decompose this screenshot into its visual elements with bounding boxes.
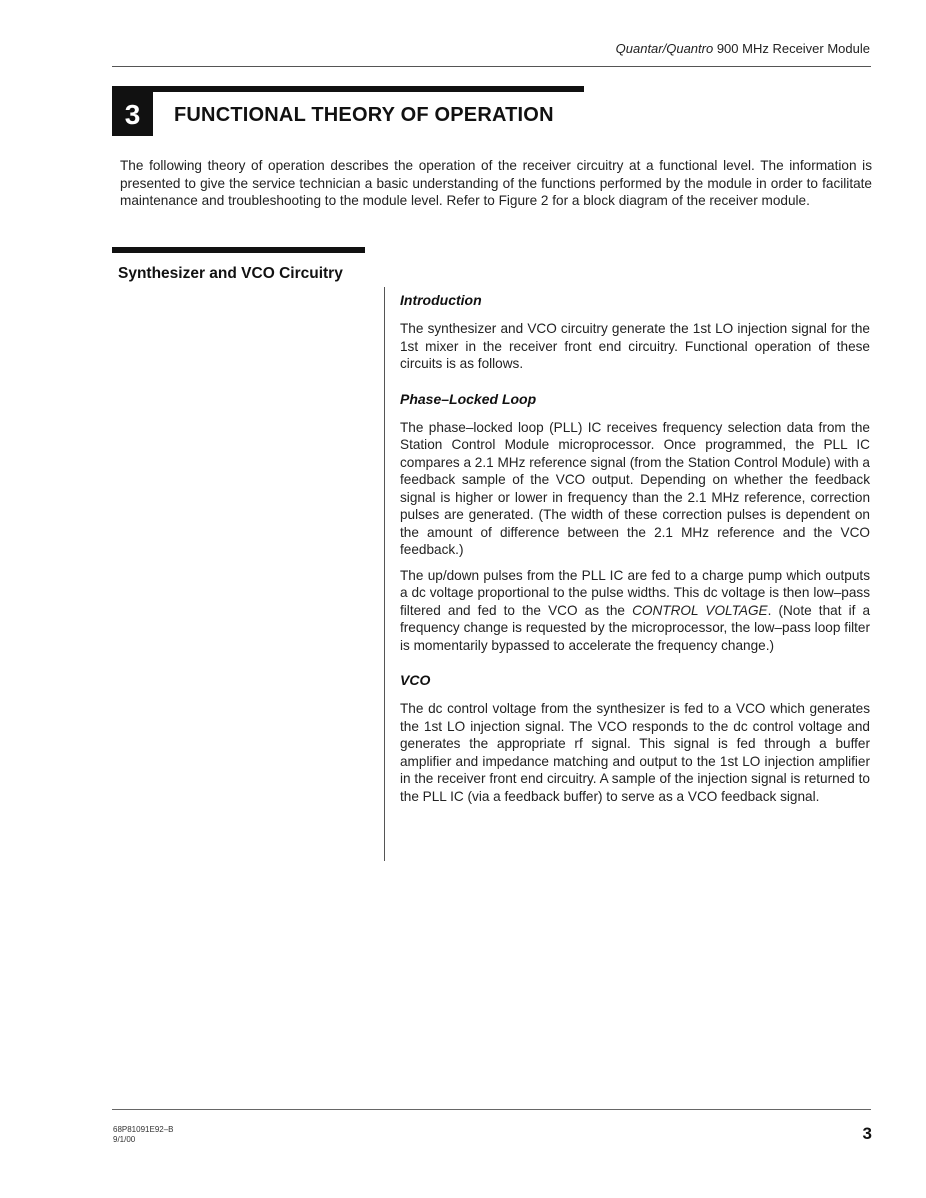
chapter-bar bbox=[112, 86, 584, 92]
running-header bbox=[616, 41, 870, 56]
footer-divider bbox=[112, 1109, 871, 1110]
vco-heading: VCO bbox=[400, 672, 431, 688]
vco-paragraph: The dc control voltage from the synthesizer is fed to a VCO which generates the 1st LO injection signal. The VCO responds to the dc control voltage and generates the appropriate rf signal. This signal is fed through a buffer amplifier and impedance matching and output to the 1st LO injection amplifier in the receiver front end circuitry. A sample of the injection signal is returned to the PLL IC (via a feedback buffer) to serve as a VCO feedback signal. bbox=[400, 701, 870, 804]
pll-heading: Phase–Locked Loop bbox=[400, 390, 537, 407]
chapter-number: 3 bbox=[112, 92, 153, 136]
introduction-paragraph: The synthesizer and VCO circuitry generate the 1st LO injection signal for the 1st mixer in the receiver front end circuitry. Functional operation of these circuits is as follows. bbox=[400, 321, 870, 371]
control-voltage-term: CONTROL VOLTAGE bbox=[632, 602, 768, 618]
chapter-title: FUNCTIONAL THEORY OF OPERATION bbox=[174, 104, 554, 126]
header-module-name: 900 MHz Receiver Module bbox=[713, 41, 870, 56]
intro-paragraph: The following theory of operation describes the operation of the receiver circuitry at a functional level. The information is presented to give the service technician a basic understanding of the functions performed by the module in order to facilitate maintenance and troubleshooting to the module level. Refer to Figure 2 for a block diagram of the receiver module. bbox=[120, 158, 872, 208]
pll-paragraph-2-start: The up/down pulses from the PLL IC are fed to a charge pump which outputs a dc voltage proportional to the pulse widths. This dc voltage is then low–pass filtered and fed to the VCO as the bbox=[400, 567, 870, 618]
header-product-name: Quantar/Quantro bbox=[615, 41, 714, 56]
document-number: 68P81091E92–B bbox=[113, 1125, 174, 1134]
section-title: Synthesizer and VCO Circuitry bbox=[118, 265, 343, 282]
page-number: 3 bbox=[862, 1124, 872, 1143]
column-divider bbox=[384, 287, 385, 861]
introduction-heading: Introduction bbox=[400, 292, 482, 308]
pll-paragraph-1: The phase–locked loop (PLL) IC receives frequency selection data from the Station Control Module microprocessor. Once programmed, the PLL IC compares a 2.1 MHz reference signal (from the Station Control Module) with a feedback sample of the VCO output. Depending on whether the feedback signal is higher or lower in frequency than the 2.1 MHz reference, correction pulses are generated. (The width of these correction pulses is dependent on the amount of difference between the 2.1 MHz reference and the VCO feedback.) bbox=[400, 419, 870, 557]
body-column bbox=[400, 292, 870, 813]
pll-paragraph-2 bbox=[400, 567, 870, 655]
section-bar bbox=[112, 247, 365, 253]
header-divider bbox=[112, 66, 871, 67]
document-date: 9/1/00 bbox=[113, 1135, 136, 1144]
document-info bbox=[113, 1125, 174, 1145]
pll-paragraph-2-end: . (Note that if a frequency change is requested by the microprocessor, the low–pass loop filter is momentarily bypassed to accelerate the frequency change.) bbox=[400, 602, 871, 653]
